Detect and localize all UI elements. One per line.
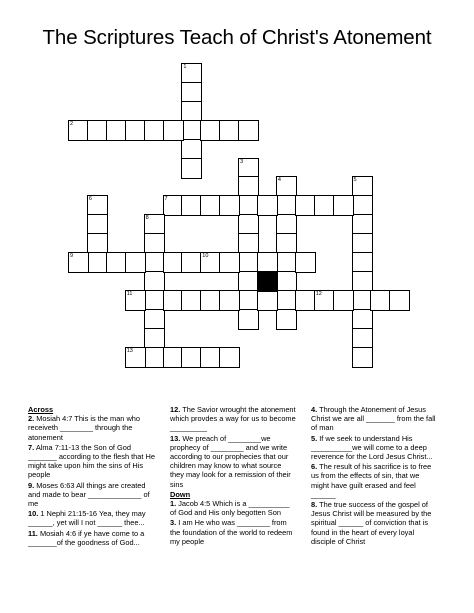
puzzle-title: The Scriptures Teach of Christ's Atonement (42, 26, 432, 49)
clue-down-1 (170, 499, 297, 517)
cell-number: 3 (240, 158, 244, 165)
grid-cell[interactable] (238, 120, 259, 141)
grid-cell[interactable] (219, 120, 240, 141)
grid-cell[interactable] (125, 290, 146, 311)
grid-cell[interactable] (68, 252, 89, 273)
clue-text: Mosiah 4:7 This is the man who receiveth ________ through the atonement (28, 414, 141, 442)
grid-cell[interactable] (219, 252, 240, 273)
grid-cell[interactable] (200, 290, 221, 311)
cell-number: 4 (277, 177, 281, 184)
clue-number: 3. (170, 518, 177, 528)
grid-cell[interactable] (219, 347, 240, 368)
grid-cell[interactable] (333, 290, 354, 311)
clue-across-9 (28, 481, 155, 509)
clue-number: 8. (311, 500, 318, 510)
clue-across-7 (28, 443, 155, 480)
grid-cell[interactable] (200, 347, 221, 368)
grid-cell[interactable] (219, 195, 240, 216)
grid-cell[interactable] (87, 214, 108, 235)
grid-cell[interactable] (106, 252, 127, 273)
clue-down-5 (311, 434, 438, 462)
grid-cell[interactable] (352, 195, 373, 216)
grid-cell[interactable] (181, 158, 202, 179)
clues-column-2 (170, 405, 297, 547)
grid-cell[interactable] (314, 195, 335, 216)
shaded-cell (257, 271, 278, 292)
grid-cell[interactable] (352, 328, 373, 349)
grid-cell[interactable] (144, 214, 165, 235)
cell-number: 1 (183, 64, 187, 70)
grid-cell[interactable] (352, 309, 373, 330)
clue-number: 5. (311, 433, 318, 443)
grid-cell[interactable] (238, 252, 259, 273)
grid-cell[interactable] (181, 101, 202, 122)
clue-down-8 (311, 500, 438, 546)
grid-cell[interactable] (163, 120, 184, 141)
grid-cell[interactable] (200, 195, 221, 216)
clue-number: 4. (311, 405, 318, 414)
cell-number: 5 (353, 177, 357, 184)
grid-cell[interactable] (238, 158, 259, 179)
clue-text: We preach of ________we prophecy of ________ and we write according to our prophecies that our children may know to what source they may look for a remission of their sins (170, 433, 291, 489)
grid-cell[interactable] (352, 214, 373, 235)
clue-text: Alma 7:11-13 the Son of God _______ according to the flesh that He might take upon him the sins of His people (28, 442, 155, 480)
clue-text: Mosiah 4:6 if ye have come to a _______of the goodness of God... (28, 528, 145, 547)
clue-number: 6. (311, 462, 318, 472)
grid-cell[interactable] (276, 271, 297, 292)
clue-text: Through the Atonement of Jesus Christ we are all _______ from the fall of man (311, 405, 436, 433)
grid-cell[interactable] (333, 195, 354, 216)
grid-cell[interactable] (181, 139, 202, 160)
grid-cell[interactable] (276, 233, 297, 254)
clue-number: 11. (28, 528, 38, 538)
grid-cell[interactable] (389, 290, 410, 311)
grid-cell[interactable] (144, 271, 165, 292)
clue-across-2 (28, 414, 155, 442)
grid-cell[interactable] (181, 63, 202, 84)
grid-cell[interactable] (181, 120, 202, 141)
grid-cell[interactable] (125, 347, 146, 368)
grid-cell[interactable] (276, 252, 297, 273)
grid-cell[interactable] (314, 290, 335, 311)
grid-cell[interactable] (352, 271, 373, 292)
cell-number: 9 (70, 253, 74, 259)
grid-cell[interactable] (144, 347, 165, 368)
grid-cell[interactable] (276, 309, 297, 330)
grid-cell[interactable] (352, 233, 373, 254)
grid-cell[interactable] (238, 176, 259, 197)
grid-cell[interactable] (276, 290, 297, 311)
clue-across-13 (170, 434, 297, 489)
grid-cell[interactable] (68, 120, 89, 141)
grid-cell[interactable] (163, 195, 184, 216)
grid-cell[interactable] (125, 252, 146, 273)
clue-number: 2. (28, 414, 35, 424)
grid-cell[interactable] (352, 252, 373, 273)
grid-cell[interactable] (352, 347, 373, 368)
clue-across-10 (28, 509, 155, 527)
grid-cell[interactable] (238, 195, 259, 216)
clue-text: The true success of the gospel of Jesus Christ will be measured by the spiritual ______ of conviction that is found in the heart of every loyal disciple of Christ (311, 500, 432, 546)
cell-number: 13 (126, 347, 133, 354)
grid-cell[interactable] (238, 309, 259, 330)
clue-number: 1. (170, 499, 177, 509)
clue-down-6 (311, 462, 438, 499)
clue-number: 12. (170, 405, 181, 414)
grid-cell[interactable] (163, 252, 184, 273)
grid-cell[interactable] (144, 233, 165, 254)
grid-cell[interactable] (125, 120, 146, 141)
down-heading: Down (170, 489, 191, 499)
across-heading: Across (28, 405, 54, 414)
grid-cell[interactable] (144, 309, 165, 330)
grid-cell[interactable] (181, 252, 202, 273)
clues-column-1 (28, 405, 155, 548)
clue-text: The Savior wrought the atonement which provdes a way for us to become _________ (170, 405, 296, 433)
grid-cell[interactable] (352, 176, 373, 197)
grid-cell[interactable] (181, 82, 202, 103)
grid-cell[interactable] (181, 290, 202, 311)
grid-cell[interactable] (276, 214, 297, 235)
clues-section (28, 405, 448, 605)
clue-text: 1 Nephi 21:15-16 Yea, they may ______, yet will I not ______ thee... (28, 509, 146, 528)
clue-number: 13. (170, 433, 181, 443)
clue-number: 10. (28, 509, 39, 519)
grid-cell[interactable] (295, 195, 316, 216)
grid-cell[interactable] (238, 271, 259, 292)
cell-number: 7 (164, 196, 168, 203)
grid-cell[interactable] (200, 120, 221, 141)
grid-cell[interactable] (295, 252, 316, 273)
grid-cell[interactable] (276, 195, 297, 216)
clue-across-12 (170, 405, 297, 433)
clue-text: I am He who was ________ from the foundation of the world to redeem my people (170, 518, 293, 546)
grid-cell[interactable] (200, 252, 221, 273)
cell-number: 10 (202, 253, 209, 259)
clue-across-11 (28, 529, 155, 547)
grid-cell[interactable] (87, 120, 108, 141)
clues-column-3 (311, 405, 438, 547)
cell-number: 12 (315, 290, 322, 297)
grid-cell[interactable] (276, 176, 297, 197)
grid-cell[interactable] (106, 120, 127, 141)
grid-cell[interactable] (219, 290, 240, 311)
grid-cell[interactable] (163, 347, 184, 368)
grid-cell[interactable] (87, 233, 108, 254)
cell-number: 6 (88, 196, 92, 203)
grid-cell[interactable] (181, 195, 202, 216)
clue-text: If we seek to understand His __________we will come to a deep reverence for the Lord Jesus Christ... (311, 433, 433, 462)
cell-number: 2 (70, 120, 74, 127)
grid-cell[interactable] (144, 252, 165, 273)
grid-cell[interactable] (352, 290, 373, 311)
grid-cell[interactable] (87, 252, 108, 273)
clue-text: The result of his sacrifice is to free us from the effects of sin, that we might have guilt erased and feel ______ (311, 462, 432, 499)
grid-cell[interactable] (181, 347, 202, 368)
grid-cell[interactable] (144, 120, 165, 141)
grid-cell[interactable] (163, 290, 184, 311)
grid-cell[interactable] (370, 290, 391, 311)
grid-cell[interactable] (238, 233, 259, 254)
cell-number: 8 (145, 215, 149, 222)
grid-cell[interactable] (257, 290, 278, 311)
clue-text: Moses 6:63 All things are created and made to bear _____________ of me (28, 480, 150, 509)
clue-down-4 (311, 405, 438, 433)
cell-number: 11 (126, 290, 133, 297)
clue-down-3 (170, 518, 297, 546)
grid-cell[interactable] (295, 290, 316, 311)
grid-cell[interactable] (238, 214, 259, 235)
grid-cell[interactable] (144, 290, 165, 311)
grid-cell[interactable] (144, 328, 165, 349)
grid-cell[interactable] (257, 195, 278, 216)
clue-number: 9. (28, 480, 35, 490)
grid-cell[interactable] (87, 195, 108, 216)
grid-cell[interactable] (257, 252, 278, 273)
grid-cell[interactable] (238, 290, 259, 311)
clue-text: Jacob 4:5 Which is a __________ of God and His only begotten Son (170, 499, 290, 518)
clue-number: 7. (28, 442, 35, 452)
